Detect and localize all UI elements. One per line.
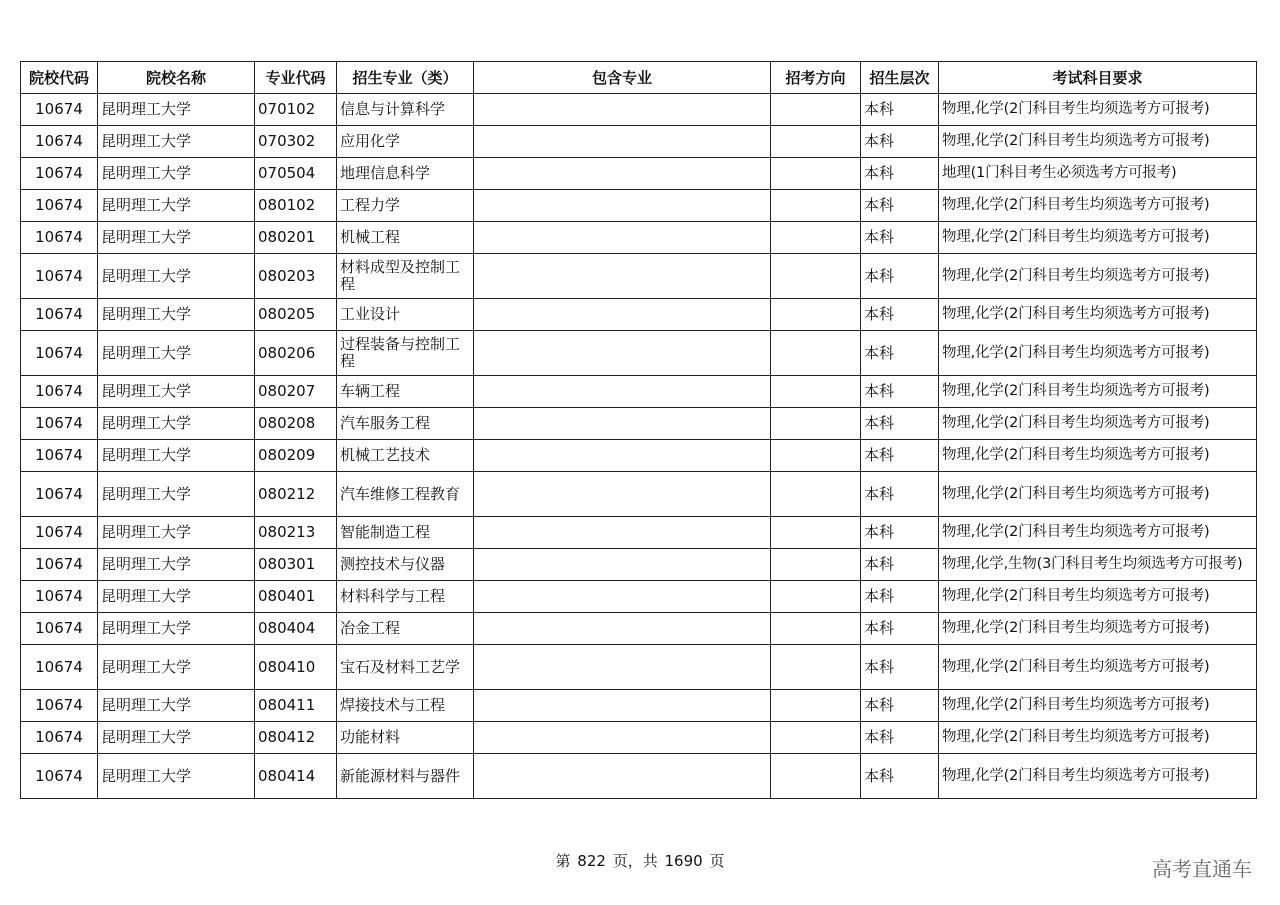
cell-requirement: 物理,化学,生物(3门科目考生均须选考方可报考) bbox=[939, 549, 1257, 581]
cell-school-name: 昆明理工大学 bbox=[98, 722, 255, 754]
cell-school-name: 昆明理工大学 bbox=[98, 126, 255, 158]
cell-level: 本科 bbox=[861, 722, 939, 754]
cell-direction bbox=[771, 299, 861, 331]
cell-level: 本科 bbox=[861, 376, 939, 408]
cell-school-code: 10674 bbox=[21, 94, 98, 126]
cell-requirement: 物理,化学(2门科目考生均须选考方可报考) bbox=[939, 613, 1257, 645]
cell-direction bbox=[771, 472, 861, 517]
cell-includes bbox=[474, 690, 771, 722]
cell-includes bbox=[474, 408, 771, 440]
cell-level: 本科 bbox=[861, 754, 939, 799]
cell-school-name: 昆明理工大学 bbox=[98, 376, 255, 408]
cell-requirement: 物理,化学(2门科目考生均须选考方可报考) bbox=[939, 472, 1257, 517]
cell-includes bbox=[474, 94, 771, 126]
cell-includes bbox=[474, 549, 771, 581]
cell-requirement: 物理,化学(2门科目考生均须选考方可报考) bbox=[939, 126, 1257, 158]
cell-major-code: 070302 bbox=[255, 126, 337, 158]
cell-school-code: 10674 bbox=[21, 690, 98, 722]
cell-level: 本科 bbox=[861, 440, 939, 472]
cell-direction bbox=[771, 581, 861, 613]
cell-major-code: 080212 bbox=[255, 472, 337, 517]
header-level: 招生层次 bbox=[861, 62, 939, 94]
cell-requirement: 物理,化学(2门科目考生均须选考方可报考) bbox=[939, 690, 1257, 722]
cell-requirement: 物理,化学(2门科目考生均须选考方可报考) bbox=[939, 440, 1257, 472]
page-footer bbox=[0, 850, 1280, 871]
cell-level: 本科 bbox=[861, 158, 939, 190]
cell-requirement: 物理,化学(2门科目考生均须选考方可报考) bbox=[939, 254, 1257, 299]
total-pages: 1690 bbox=[664, 852, 703, 870]
cell-includes bbox=[474, 299, 771, 331]
cell-school-code: 10674 bbox=[21, 158, 98, 190]
cell-includes bbox=[474, 754, 771, 799]
cell-requirement: 物理,化学(2门科目考生均须选考方可报考) bbox=[939, 408, 1257, 440]
cell-major-code: 080213 bbox=[255, 517, 337, 549]
cell-level: 本科 bbox=[861, 331, 939, 376]
table-row bbox=[21, 472, 1257, 517]
cell-direction bbox=[771, 190, 861, 222]
cell-requirement: 物理,化学(2门科目考生均须选考方可报考) bbox=[939, 581, 1257, 613]
cell-direction bbox=[771, 645, 861, 690]
cell-level: 本科 bbox=[861, 190, 939, 222]
cell-school-code: 10674 bbox=[21, 126, 98, 158]
cell-direction bbox=[771, 254, 861, 299]
header-row bbox=[21, 62, 1257, 94]
cell-level: 本科 bbox=[861, 645, 939, 690]
cell-includes bbox=[474, 222, 771, 254]
cell-requirement: 物理,化学(2门科目考生均须选考方可报考) bbox=[939, 331, 1257, 376]
cell-major: 过程装备与控制工程 bbox=[337, 331, 474, 376]
table-row bbox=[21, 331, 1257, 376]
cell-school-name: 昆明理工大学 bbox=[98, 581, 255, 613]
cell-school-name: 昆明理工大学 bbox=[98, 754, 255, 799]
table-row bbox=[21, 517, 1257, 549]
cell-requirement: 物理,化学(2门科目考生均须选考方可报考) bbox=[939, 517, 1257, 549]
cell-direction bbox=[771, 408, 861, 440]
table-row bbox=[21, 440, 1257, 472]
cell-major-code: 080203 bbox=[255, 254, 337, 299]
cell-direction bbox=[771, 690, 861, 722]
cell-requirement: 物理,化学(2门科目考生均须选考方可报考) bbox=[939, 376, 1257, 408]
cell-major: 地理信息科学 bbox=[337, 158, 474, 190]
cell-school-code: 10674 bbox=[21, 581, 98, 613]
cell-level: 本科 bbox=[861, 690, 939, 722]
table-row bbox=[21, 754, 1257, 799]
cell-direction bbox=[771, 126, 861, 158]
cell-school-name: 昆明理工大学 bbox=[98, 158, 255, 190]
page-label-suffix: 页 bbox=[709, 852, 725, 870]
header-includes: 包含专业 bbox=[474, 62, 771, 94]
cell-level: 本科 bbox=[861, 472, 939, 517]
cell-level: 本科 bbox=[861, 222, 939, 254]
cell-requirement: 物理,化学(2门科目考生均须选考方可报考) bbox=[939, 722, 1257, 754]
cell-major-code: 080207 bbox=[255, 376, 337, 408]
cell-school-code: 10674 bbox=[21, 754, 98, 799]
cell-direction bbox=[771, 754, 861, 799]
table-row bbox=[21, 408, 1257, 440]
cell-major: 冶金工程 bbox=[337, 613, 474, 645]
cell-major-code: 080401 bbox=[255, 581, 337, 613]
cell-school-name: 昆明理工大学 bbox=[98, 222, 255, 254]
cell-school-code: 10674 bbox=[21, 722, 98, 754]
cell-major: 测控技术与仪器 bbox=[337, 549, 474, 581]
cell-includes bbox=[474, 190, 771, 222]
cell-school-name: 昆明理工大学 bbox=[98, 549, 255, 581]
table-row bbox=[21, 222, 1257, 254]
cell-includes bbox=[474, 613, 771, 645]
cell-level: 本科 bbox=[861, 517, 939, 549]
cell-school-code: 10674 bbox=[21, 190, 98, 222]
cell-major: 材料科学与工程 bbox=[337, 581, 474, 613]
cell-major: 焊接技术与工程 bbox=[337, 690, 474, 722]
table-row bbox=[21, 299, 1257, 331]
table-row bbox=[21, 376, 1257, 408]
cell-requirement: 物理,化学(2门科目考生均须选考方可报考) bbox=[939, 94, 1257, 126]
cell-direction bbox=[771, 94, 861, 126]
table-row bbox=[21, 645, 1257, 690]
header-school-code: 院校代码 bbox=[21, 62, 98, 94]
cell-includes bbox=[474, 254, 771, 299]
cell-school-name: 昆明理工大学 bbox=[98, 472, 255, 517]
cell-school-name: 昆明理工大学 bbox=[98, 613, 255, 645]
header-major-code: 专业代码 bbox=[255, 62, 337, 94]
table-row bbox=[21, 613, 1257, 645]
table-row bbox=[21, 254, 1257, 299]
cell-major: 功能材料 bbox=[337, 722, 474, 754]
cell-major: 工业设计 bbox=[337, 299, 474, 331]
cell-direction bbox=[771, 722, 861, 754]
cell-requirement: 物理,化学(2门科目考生均须选考方可报考) bbox=[939, 645, 1257, 690]
cell-requirement: 物理,化学(2门科目考生均须选考方可报考) bbox=[939, 190, 1257, 222]
cell-direction bbox=[771, 517, 861, 549]
cell-level: 本科 bbox=[861, 254, 939, 299]
cell-major: 应用化学 bbox=[337, 126, 474, 158]
cell-level: 本科 bbox=[861, 613, 939, 645]
cell-school-name: 昆明理工大学 bbox=[98, 517, 255, 549]
cell-major-code: 070504 bbox=[255, 158, 337, 190]
cell-school-code: 10674 bbox=[21, 472, 98, 517]
table-row bbox=[21, 549, 1257, 581]
cell-major-code: 080201 bbox=[255, 222, 337, 254]
cell-level: 本科 bbox=[861, 126, 939, 158]
cell-direction bbox=[771, 158, 861, 190]
cell-requirement: 物理,化学(2门科目考生均须选考方可报考) bbox=[939, 299, 1257, 331]
cell-major: 汽车维修工程教育 bbox=[337, 472, 474, 517]
cell-major-code: 070102 bbox=[255, 94, 337, 126]
cell-major: 材料成型及控制工程 bbox=[337, 254, 474, 299]
cell-requirement: 物理,化学(2门科目考生均须选考方可报考) bbox=[939, 222, 1257, 254]
cell-direction bbox=[771, 331, 861, 376]
current-page: 822 bbox=[577, 852, 606, 870]
page-label-mid: 页，共 bbox=[612, 852, 658, 870]
cell-school-code: 10674 bbox=[21, 517, 98, 549]
watermark-text: 高考直通车 bbox=[1152, 857, 1252, 881]
cell-direction bbox=[771, 376, 861, 408]
cell-includes bbox=[474, 645, 771, 690]
cell-major-code: 080205 bbox=[255, 299, 337, 331]
cell-major-code: 080414 bbox=[255, 754, 337, 799]
cell-requirement: 地理(1门科目考生必须选考方可报考) bbox=[939, 158, 1257, 190]
cell-school-name: 昆明理工大学 bbox=[98, 690, 255, 722]
cell-major: 新能源材料与器件 bbox=[337, 754, 474, 799]
cell-major-code: 080411 bbox=[255, 690, 337, 722]
cell-includes bbox=[474, 126, 771, 158]
cell-school-name: 昆明理工大学 bbox=[98, 645, 255, 690]
cell-requirement: 物理,化学(2门科目考生均须选考方可报考) bbox=[939, 754, 1257, 799]
table-row bbox=[21, 690, 1257, 722]
cell-includes bbox=[474, 517, 771, 549]
table-row bbox=[21, 158, 1257, 190]
cell-includes bbox=[474, 722, 771, 754]
cell-school-code: 10674 bbox=[21, 254, 98, 299]
cell-major-code: 080206 bbox=[255, 331, 337, 376]
cell-level: 本科 bbox=[861, 581, 939, 613]
table-row bbox=[21, 94, 1257, 126]
cell-major: 汽车服务工程 bbox=[337, 408, 474, 440]
table-row bbox=[21, 126, 1257, 158]
cell-includes bbox=[474, 440, 771, 472]
cell-school-name: 昆明理工大学 bbox=[98, 440, 255, 472]
header-direction: 招考方向 bbox=[771, 62, 861, 94]
cell-direction bbox=[771, 613, 861, 645]
cell-level: 本科 bbox=[861, 94, 939, 126]
cell-includes bbox=[474, 472, 771, 517]
cell-major: 宝石及材料工艺学 bbox=[337, 645, 474, 690]
cell-school-code: 10674 bbox=[21, 408, 98, 440]
header-school-name: 院校名称 bbox=[98, 62, 255, 94]
cell-school-code: 10674 bbox=[21, 331, 98, 376]
cell-major: 车辆工程 bbox=[337, 376, 474, 408]
cell-level: 本科 bbox=[861, 299, 939, 331]
cell-major-code: 080209 bbox=[255, 440, 337, 472]
cell-direction bbox=[771, 549, 861, 581]
cell-school-code: 10674 bbox=[21, 299, 98, 331]
cell-includes bbox=[474, 331, 771, 376]
cell-school-code: 10674 bbox=[21, 613, 98, 645]
cell-school-name: 昆明理工大学 bbox=[98, 190, 255, 222]
cell-level: 本科 bbox=[861, 549, 939, 581]
cell-school-code: 10674 bbox=[21, 222, 98, 254]
cell-school-code: 10674 bbox=[21, 645, 98, 690]
table-row bbox=[21, 722, 1257, 754]
cell-school-code: 10674 bbox=[21, 440, 98, 472]
cell-major-code: 080301 bbox=[255, 549, 337, 581]
cell-major-code: 080102 bbox=[255, 190, 337, 222]
cell-major-code: 080412 bbox=[255, 722, 337, 754]
enrollment-table bbox=[20, 61, 1257, 799]
cell-major-code: 080404 bbox=[255, 613, 337, 645]
table-row bbox=[21, 581, 1257, 613]
table-row bbox=[21, 190, 1257, 222]
cell-major: 机械工艺技术 bbox=[337, 440, 474, 472]
cell-includes bbox=[474, 581, 771, 613]
cell-school-name: 昆明理工大学 bbox=[98, 299, 255, 331]
cell-school-name: 昆明理工大学 bbox=[98, 254, 255, 299]
cell-major: 机械工程 bbox=[337, 222, 474, 254]
cell-includes bbox=[474, 376, 771, 408]
cell-major-code: 080208 bbox=[255, 408, 337, 440]
cell-school-name: 昆明理工大学 bbox=[98, 408, 255, 440]
cell-major: 工程力学 bbox=[337, 190, 474, 222]
cell-major: 信息与计算科学 bbox=[337, 94, 474, 126]
page-label-prefix: 第 bbox=[555, 852, 571, 870]
cell-includes bbox=[474, 158, 771, 190]
header-requirement: 考试科目要求 bbox=[939, 62, 1257, 94]
cell-school-name: 昆明理工大学 bbox=[98, 94, 255, 126]
cell-direction bbox=[771, 222, 861, 254]
header-major: 招生专业（类） bbox=[337, 62, 474, 94]
cell-school-name: 昆明理工大学 bbox=[98, 331, 255, 376]
cell-direction bbox=[771, 440, 861, 472]
cell-level: 本科 bbox=[861, 408, 939, 440]
cell-school-code: 10674 bbox=[21, 376, 98, 408]
cell-major-code: 080410 bbox=[255, 645, 337, 690]
cell-major: 智能制造工程 bbox=[337, 517, 474, 549]
cell-school-code: 10674 bbox=[21, 549, 98, 581]
